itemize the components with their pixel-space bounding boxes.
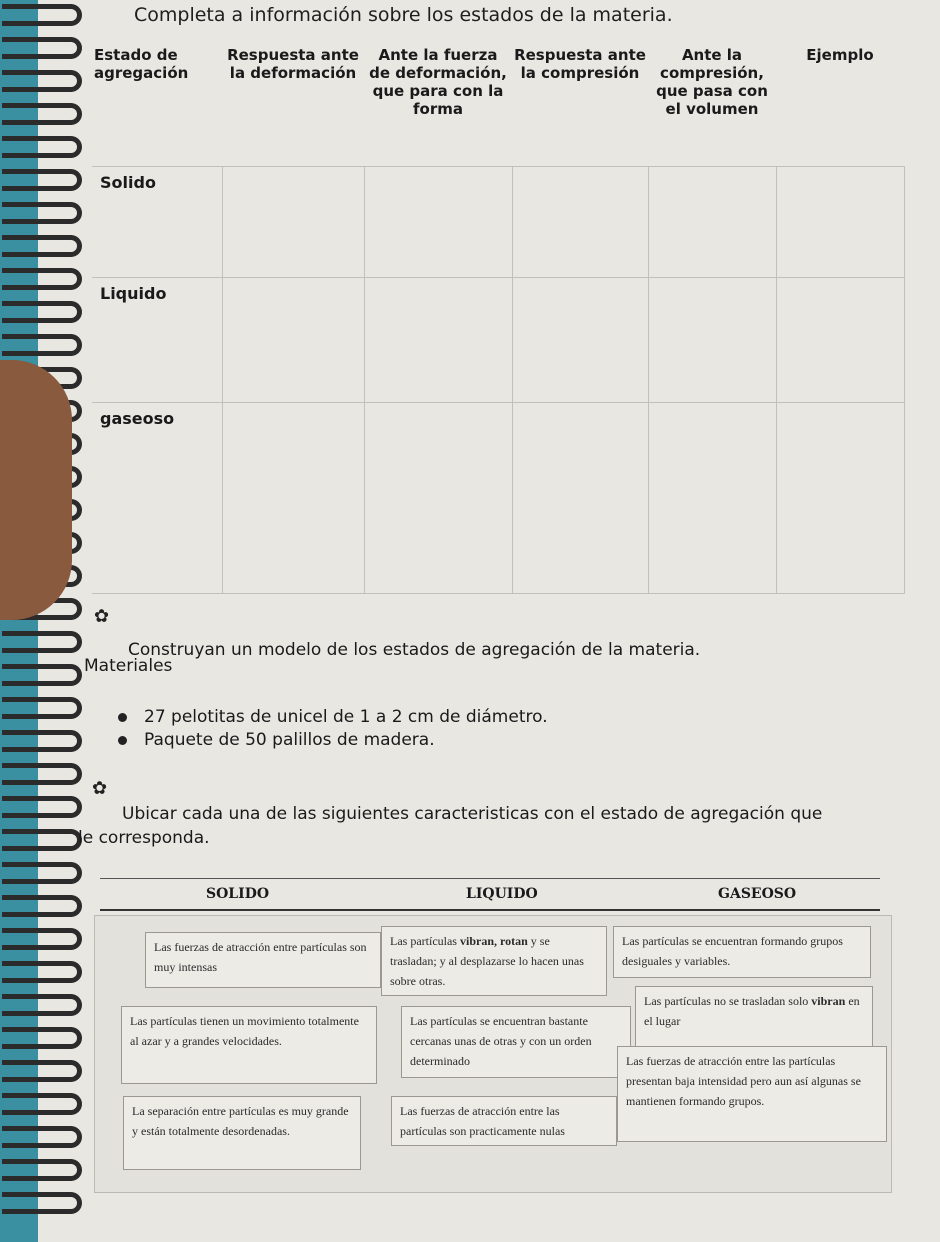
table-cell[interactable]	[512, 403, 648, 594]
spiral-coil	[2, 103, 82, 125]
characteristic-card[interactable]: Las partículas se encuentran formando grupos desiguales y variables.	[613, 926, 871, 978]
gear-icon: ✿	[94, 606, 110, 627]
table-cell[interactable]	[364, 278, 512, 403]
table-cell[interactable]	[222, 403, 364, 594]
spiral-coil	[2, 928, 82, 950]
header-estado: Estado de agregación	[94, 46, 189, 82]
row-label-liquido: Liquido	[92, 278, 222, 403]
characteristic-card[interactable]: Las partículas tienen un movimiento totalmente al azar y a grandes velocidades.	[121, 1006, 377, 1084]
hand-photo-region	[0, 360, 72, 620]
spiral-coil	[2, 136, 82, 158]
spiral-binding	[0, 0, 90, 1242]
table-cell[interactable]	[222, 278, 364, 403]
spiral-coil	[2, 994, 82, 1016]
worksheet-title: Completa a información sobre los estados de la materia.	[134, 4, 673, 26]
characteristic-card[interactable]: Las fuerzas de atracción entre las partículas presentan baja intensidad pero aun así algunas se mantienen formando grupos.	[617, 1046, 887, 1142]
header-respuesta-compresion: Respuesta ante la compresión	[514, 46, 646, 82]
gear-icon: ✿	[92, 778, 108, 799]
spiral-coil	[2, 796, 82, 818]
spiral-coil	[2, 961, 82, 983]
table-cell[interactable]	[776, 403, 904, 594]
table-cell[interactable]	[364, 403, 512, 594]
spiral-coil	[2, 4, 82, 26]
state-gaseoso: GASEOSO	[718, 886, 797, 902]
spiral-coil	[2, 37, 82, 59]
spiral-coil	[2, 202, 82, 224]
spiral-coil	[2, 1027, 82, 1049]
material-item: 27 pelotitas de unicel de 1 a 2 cm de diámetro.	[144, 707, 548, 727]
spiral-coil	[2, 895, 82, 917]
characteristic-card[interactable]: Las fuerzas de atracción entre partículas son muy intensas	[145, 932, 381, 988]
characteristics-area	[94, 915, 892, 1193]
state-solido: SOLIDO	[206, 886, 270, 902]
activity2-instruction-line2: le corresponda.	[78, 828, 210, 848]
spiral-coil	[2, 829, 82, 851]
spiral-coil	[2, 301, 82, 323]
header-respuesta-deformacion: Respuesta ante la deformación	[227, 46, 359, 82]
spiral-coil	[2, 70, 82, 92]
header-compresion-volumen: Ante la compresión, que pasa con el volumen	[656, 46, 768, 118]
characteristic-card[interactable]: Las partículas se encuentran bastante cercanas unas de otras y con un orden determinado	[401, 1006, 631, 1078]
table-cell[interactable]	[512, 278, 648, 403]
spiral-coil	[2, 730, 82, 752]
spiral-coil	[2, 1126, 82, 1148]
spiral-coil	[2, 862, 82, 884]
header-fuerza-deformacion: Ante la fuerza de deformación, que para con la forma	[369, 46, 507, 118]
spiral-coil	[2, 169, 82, 191]
spiral-coil	[2, 334, 82, 356]
state-liquido: LIQUIDO	[466, 886, 538, 902]
spiral-coil	[2, 1192, 82, 1214]
spiral-coil	[2, 664, 82, 686]
spiral-coil	[2, 1093, 82, 1115]
table-cell[interactable]	[776, 278, 904, 403]
table-cell[interactable]	[648, 167, 776, 278]
spiral-coil	[2, 697, 82, 719]
row-label-solido: Solido	[92, 167, 222, 278]
materials-label: Materiales	[84, 656, 173, 676]
characteristic-card[interactable]: Las partículas vibran, rotan y se trasladan; y al desplazarse lo hacen unas sobre otras.	[381, 926, 607, 996]
table-cell[interactable]	[648, 403, 776, 594]
table-cell[interactable]	[364, 167, 512, 278]
characteristic-card[interactable]: Las partículas no se trasladan solo vibran en el lugar	[635, 986, 873, 1048]
table-cell[interactable]	[776, 167, 904, 278]
table-cell[interactable]	[512, 167, 648, 278]
states-band	[100, 878, 880, 911]
spiral-coil	[2, 268, 82, 290]
table-cell[interactable]	[222, 167, 364, 278]
states-table	[92, 46, 905, 594]
row-label-gaseoso: gaseoso	[92, 403, 222, 594]
spiral-coil	[2, 631, 82, 653]
spiral-coil	[2, 235, 82, 257]
header-ejemplo: Ejemplo	[806, 46, 874, 64]
spiral-coil	[2, 1159, 82, 1181]
material-item: Paquete de 50 palillos de madera.	[144, 730, 435, 750]
characteristic-card[interactable]: La separación entre partículas es muy grande y están totalmente desordenadas.	[123, 1096, 361, 1170]
characteristic-card[interactable]: Las fuerzas de atracción entre las partículas son practicamente nulas	[391, 1096, 617, 1146]
activity1-instruction: Construyan un modelo de los estados de agregación de la materia.	[128, 640, 701, 660]
table-cell[interactable]	[648, 278, 776, 403]
activity2-instruction-line1: Ubicar cada una de las siguientes caracteristicas con el estado de agregación que	[122, 804, 823, 824]
spiral-coil	[2, 1060, 82, 1082]
spiral-coil	[2, 763, 82, 785]
